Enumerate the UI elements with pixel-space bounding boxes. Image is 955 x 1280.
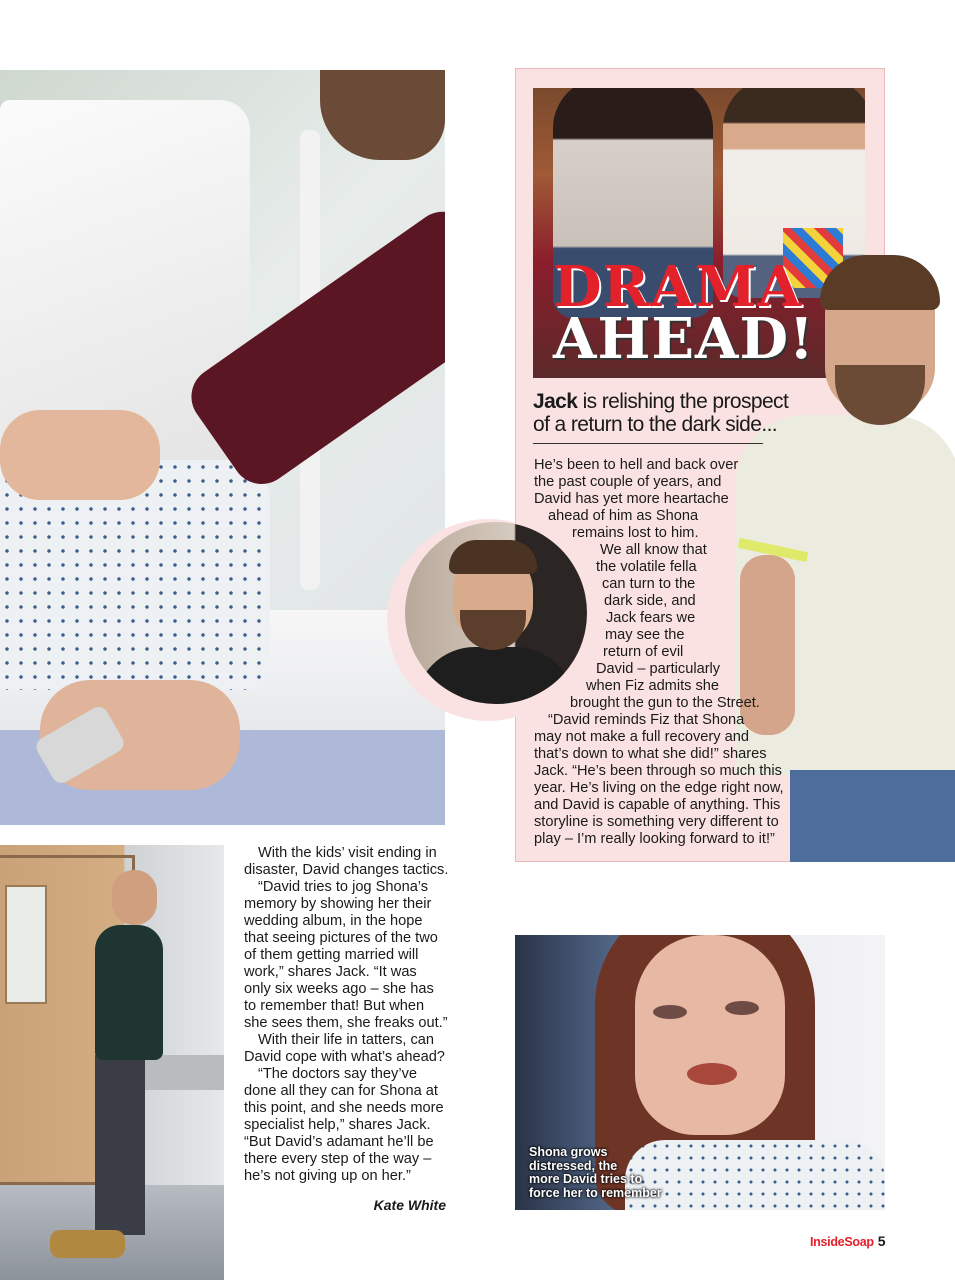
column-line: she sees them, she freaks out.” [244, 1015, 448, 1031]
caption-line: distressed, the [529, 1158, 618, 1173]
byline: Kate White [373, 1197, 446, 1213]
body-line: Jack. “He’s been through so much this [534, 763, 782, 779]
magazine-brand: InsideSoap [810, 1235, 874, 1249]
standfirst-rule [533, 443, 763, 444]
headline-line-2: AHEAD! [553, 305, 815, 372]
column-line: disaster, David changes tactics. [244, 862, 449, 878]
body-line: may see the [605, 627, 685, 643]
column-line: wedding album, in the hope [244, 913, 423, 929]
body-line: Jack fears we [606, 610, 696, 626]
body-line: return of evil [603, 644, 684, 660]
column-line: With their life in tatters, can [258, 1032, 435, 1048]
inset-david-photo [405, 522, 587, 704]
column-line: done all they can for Shona at [244, 1083, 438, 1099]
standfirst-line-2: of a return to the dark side... [533, 413, 778, 436]
body-line: the volatile fella [596, 559, 697, 575]
column-line: to remember that! But when [244, 998, 425, 1014]
column-line: specialist help,” shares Jack. [244, 1117, 431, 1133]
body-line: that’s down to what she did!” shares [534, 746, 767, 762]
body-line: when Fiz admits she [586, 678, 720, 694]
photo-caption [529, 1146, 699, 1200]
column-line: With the kids’ visit ending in [258, 845, 437, 861]
body-line: the past couple of years, and [534, 474, 722, 490]
column-line: “David tries to jog Shona’s [258, 879, 429, 895]
column-line: of them getting married will [244, 947, 419, 963]
caption-line: Shona grows [529, 1145, 608, 1159]
body-line: dark side, and [604, 593, 696, 609]
column-line: he’s not giving up on her.” [244, 1168, 411, 1184]
body-line: can turn to the [602, 576, 696, 592]
body-line: remains lost to him. [572, 525, 699, 541]
body-line: year. He’s living on the edge right now, [534, 780, 784, 796]
column-line: that seeing pictures of the two [244, 930, 438, 946]
headline-line-1: DRAMA [553, 254, 802, 320]
body-line: brought the gun to the Street. [570, 695, 760, 711]
body-line: We all know that [600, 542, 707, 558]
column-line: “The doctors say they’ve [258, 1066, 417, 1082]
column-line: work,” shares Jack. “It was [244, 964, 417, 980]
body-line: and David is capable of anything. This [534, 797, 781, 813]
column-line: there every step of the way – [244, 1151, 432, 1167]
body-line: ahead of him as Shona [548, 508, 699, 524]
column-line: memory by showing her their [244, 896, 432, 912]
standfirst-name: Jack [533, 390, 578, 413]
column-line: only six weeks ago – she has [244, 981, 434, 997]
corridor-photo [0, 845, 224, 1280]
page-number: 5 [877, 1233, 886, 1249]
standfirst [533, 390, 803, 436]
column-line: this point, and she needs more [244, 1100, 444, 1116]
body-line: play – I’m really looking forward to it!” [534, 831, 775, 847]
body-line: David has yet more heartache [534, 491, 729, 507]
hospital-bed-photo [0, 70, 445, 825]
body-line: storyline is something very different to [534, 814, 779, 830]
caption-line: more David tries to [529, 1172, 643, 1186]
body-line: may not make a full recovery and [534, 729, 749, 745]
column-line: “But David’s adamant he’ll be [244, 1134, 434, 1150]
column-line: David cope with what’s ahead? [244, 1049, 445, 1065]
body-line: “David reminds Fiz that Shona [548, 712, 745, 728]
page-footer [810, 1233, 885, 1253]
standfirst-line-1: is relishing the prospect [577, 390, 789, 413]
body-line: David – particularly [596, 661, 721, 677]
body-line: He’s been to hell and back over [534, 457, 739, 473]
caption-line: force her to remember [529, 1185, 662, 1200]
